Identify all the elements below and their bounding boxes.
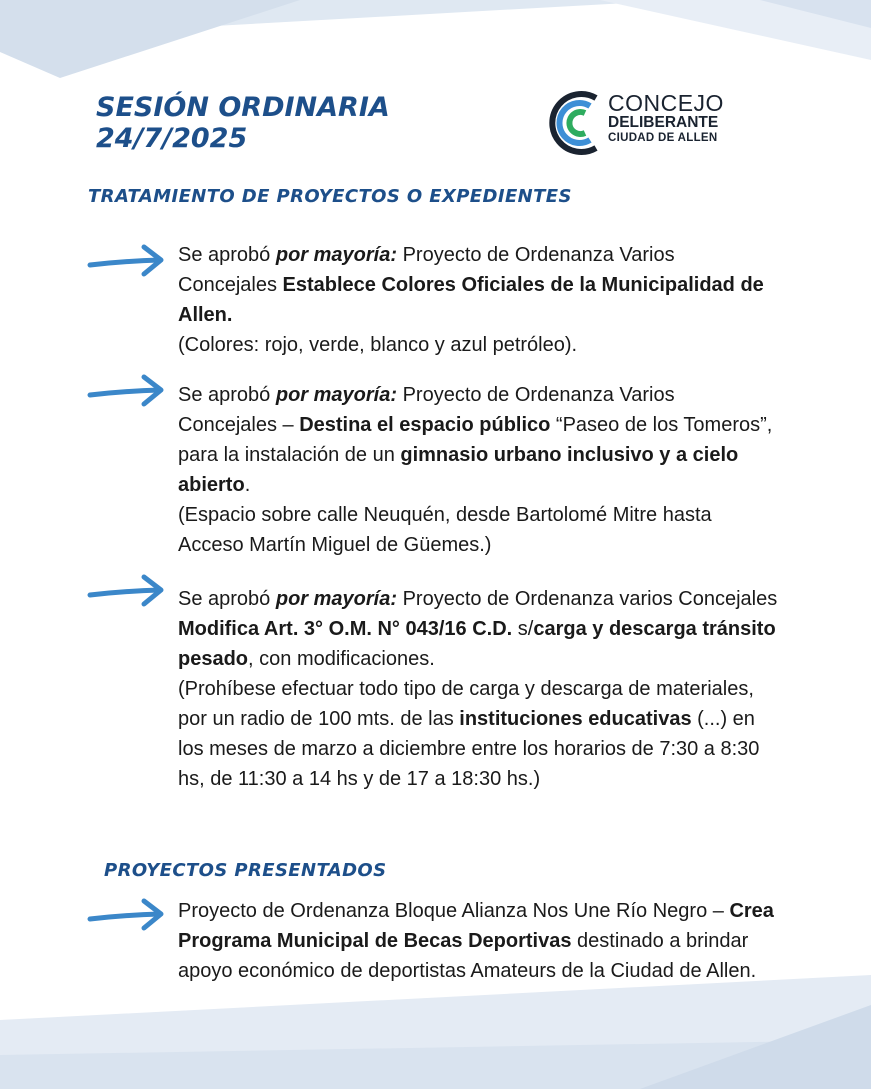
title-line-2: 24/7/2025 — [96, 123, 248, 154]
logo-line-3: CIUDAD DE ALLEN — [608, 132, 718, 144]
logo-line-2: DELIBERANTE — [608, 114, 719, 131]
item-note: (Colores: rojo, verde, blanco y azul petróleo). — [178, 334, 578, 356]
list-item: Se aprobó por mayoría: Proyecto de Ordenanza varios Concejales Modifica Art. 3° O.M. N° 043/16 C.D. s/carga y descarga tránsito pesado, con modificaciones. (Prohíbese efectuar todo tipo de carga y descarga de materiales, por un radio de 100 mts. de las instituciones educativas (...) en los meses de marzo a diciembre entre los horarios de 7:30 a 8:30 hs, de 11:30 a 14 hs y de 17 a 18:30 hs.) — [178, 588, 778, 790]
item-note: (Espacio sobre calle Neuquén, desde Bartolomé Mitre hasta Acceso Martín Miguel de Güemes.) — [178, 504, 712, 556]
list-item: Se aprobó por mayoría: Proyecto de Ordenanza Varios Concejales – Destina el espacio público “Paseo de los Tomeros”, para la instalación de un gimnasio urbano inclusivo y a cielo abierto. (Espacio sobre calle Neuquén, desde Bartolomé Mitre hasta Acceso Martín Miguel de Güemes.) — [178, 384, 773, 556]
section-heading-presentados: PROYECTOS PRESENTADOS — [104, 860, 387, 881]
concejo-logo — [542, 86, 752, 160]
section-heading-tratamiento: TRATAMIENTO DE PROYECTOS O EXPEDIENTES — [88, 186, 572, 207]
list-item: Se aprobó por mayoría: Proyecto de Ordenanza Varios Concejales Establece Colores Oficiales de la Municipalidad de Allen. (Colores: rojo, verde, blanco y azul petróleo). — [178, 244, 764, 356]
title-line-1: SESIÓN ORDINARIA — [96, 92, 390, 123]
arrow-right-icon — [86, 572, 166, 612]
arrow-right-icon — [86, 372, 166, 412]
approval-mode: por mayoría: — [275, 384, 398, 406]
logo-line-1: CONCEJO — [608, 90, 724, 116]
list-item: Proyecto de Ordenanza Bloque Alianza Nos Une Río Negro – Crea Programa Municipal de Becas Deportivas destinado a brindar apoyo económico de deportistas Amateurs de la Ciudad de Allen. — [178, 900, 774, 982]
item-note: (Prohíbese efectuar todo tipo de carga y descarga de materiales, por un radio de 100 mts. de las instituciones educativas (...) en los meses de marzo a diciembre entre los horarios de 7:30 a 8:30 hs, de 11:30 a 14 hs y de 17 a 18:30 hs.) — [178, 678, 760, 790]
approval-mode: por mayoría: — [275, 244, 398, 266]
page-title — [96, 92, 390, 154]
arrow-right-icon — [86, 896, 166, 936]
approval-mode: por mayoría: — [275, 588, 398, 610]
concejo-logo-mark-icon — [542, 86, 608, 160]
arrow-right-icon — [86, 242, 166, 282]
